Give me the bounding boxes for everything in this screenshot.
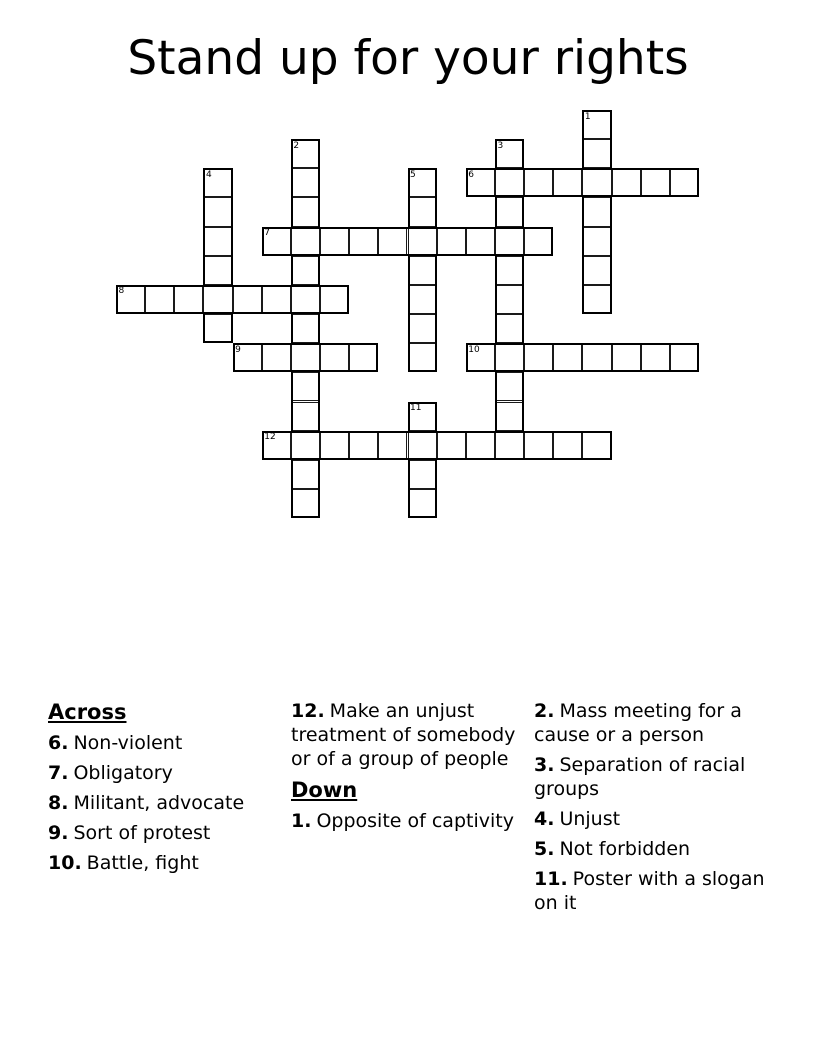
clue-number: 3. <box>534 754 555 776</box>
clue-text: Poster with a slogan on it <box>534 868 765 914</box>
grid-cell[interactable] <box>495 197 524 226</box>
puzzle-title: Stand up for your rights <box>127 31 689 86</box>
clue-text: Obligatory <box>73 762 173 784</box>
grid-cell[interactable] <box>291 197 320 226</box>
cell-number: 4 <box>205 169 212 180</box>
clue-number: 6. <box>48 732 69 754</box>
grid-cell[interactable] <box>466 168 495 197</box>
grid-cell[interactable] <box>203 197 232 226</box>
grid-cell[interactable] <box>495 139 524 168</box>
clue-across-7 <box>48 761 282 785</box>
grid-cell[interactable] <box>291 431 320 460</box>
clue-text: Unjust <box>559 808 621 830</box>
clue-text: Make an unjust treatment of somebody or of a group of people <box>291 700 516 770</box>
clue-number: 1. <box>291 810 312 832</box>
clues-column-3 <box>534 699 768 921</box>
clue-down-3 <box>534 753 768 801</box>
grid-cell[interactable] <box>262 227 291 256</box>
clue-text: Mass meeting for a cause or a person <box>534 700 742 746</box>
clue-down-2 <box>534 699 768 747</box>
clue-down-4 <box>534 807 768 831</box>
grid-cell[interactable] <box>582 227 611 256</box>
clue-number: 11. <box>534 868 568 890</box>
grid-cell[interactable] <box>495 256 524 285</box>
cell-number: 2 <box>293 140 300 151</box>
grid-cell[interactable] <box>582 343 611 372</box>
clue-number: 5. <box>534 838 555 860</box>
clue-down-1 <box>291 809 525 833</box>
grid-cell[interactable] <box>262 431 291 460</box>
cell-number: 11 <box>410 403 422 413</box>
grid-cell[interactable] <box>582 431 611 460</box>
clue-text: Militant, advocate <box>73 792 245 814</box>
grid-cell[interactable] <box>408 460 437 489</box>
grid-cell[interactable] <box>612 168 641 197</box>
grid-cell[interactable] <box>116 285 145 314</box>
cell-number: 12 <box>264 432 276 443</box>
clue-number: 12. <box>291 700 325 722</box>
clue-number: 7. <box>48 762 69 784</box>
clue-text: Opposite of captivity <box>316 810 514 832</box>
clue-number: 10. <box>48 852 82 874</box>
grid-cell[interactable] <box>320 343 349 372</box>
grid-cell[interactable] <box>291 139 320 168</box>
grid-cell[interactable] <box>203 256 232 285</box>
grid-cell[interactable] <box>291 227 320 256</box>
grid-cell[interactable] <box>553 343 582 372</box>
grid-cell[interactable] <box>349 431 378 460</box>
grid-cell[interactable] <box>582 256 611 285</box>
cell-number: 7 <box>264 228 270 239</box>
cell-number: 9 <box>235 344 241 355</box>
grid-cell[interactable] <box>291 343 320 372</box>
grid-cell[interactable] <box>641 168 670 197</box>
grid-cell[interactable] <box>408 431 437 460</box>
cell-number: 1 <box>584 111 591 122</box>
grid-cell[interactable] <box>349 227 378 256</box>
cell-number: 3 <box>497 140 504 151</box>
grid-cell[interactable] <box>233 285 262 314</box>
grid-cell[interactable] <box>145 285 174 314</box>
grid-cell[interactable] <box>670 343 699 372</box>
grid-cell[interactable] <box>495 285 524 314</box>
grid-cell[interactable] <box>582 197 611 226</box>
clue-text: Separation of racial groups <box>534 754 746 800</box>
clue-number: 4. <box>534 808 555 830</box>
grid-cell[interactable] <box>408 227 437 256</box>
cell-number: 8 <box>118 286 125 297</box>
grid-cell[interactable] <box>553 431 582 460</box>
cell-number: 6 <box>468 169 475 180</box>
grid-cell[interactable] <box>320 227 349 256</box>
clue-down-11 <box>534 867 768 915</box>
grid-cell[interactable] <box>203 285 232 314</box>
clues-column-2 <box>291 699 525 921</box>
grid-cell[interactable] <box>437 431 466 460</box>
grid-cell[interactable] <box>262 285 291 314</box>
grid-cell[interactable] <box>466 227 495 256</box>
grid-cell[interactable] <box>524 343 553 372</box>
grid-cell[interactable] <box>670 168 699 197</box>
grid-cell[interactable] <box>408 256 437 285</box>
clue-text: Non-violent <box>73 732 183 754</box>
grid-cell[interactable] <box>408 343 437 372</box>
clue-across-10 <box>48 851 282 875</box>
grid-cell[interactable] <box>495 431 524 460</box>
grid-cell[interactable] <box>291 402 320 431</box>
grid-cell[interactable] <box>495 402 524 431</box>
grid-cell[interactable] <box>408 168 437 197</box>
clue-across-8 <box>48 791 282 815</box>
clue-across-6 <box>48 731 282 755</box>
grid-cell[interactable] <box>553 168 582 197</box>
cell-number: 10 <box>468 344 480 355</box>
clue-number: 2. <box>534 700 555 722</box>
grid-cell[interactable] <box>291 489 320 518</box>
grid-cell[interactable] <box>582 168 611 197</box>
down-header: Down <box>291 778 358 802</box>
grid-cell[interactable] <box>408 402 437 431</box>
grid-cell[interactable] <box>378 431 407 460</box>
grid-cell[interactable] <box>291 256 320 285</box>
grid-cell[interactable] <box>203 168 232 197</box>
grid-cell[interactable] <box>524 168 553 197</box>
clue-text: Not forbidden <box>559 838 691 860</box>
grid-cell[interactable] <box>495 343 524 372</box>
grid-cell[interactable] <box>408 489 437 518</box>
clue-down-5 <box>534 837 768 861</box>
grid-cell[interactable] <box>320 285 349 314</box>
cell-number: 5 <box>410 169 416 180</box>
grid-cell[interactable] <box>582 110 611 139</box>
grid-cell[interactable] <box>378 227 407 256</box>
grid-cell[interactable] <box>437 227 466 256</box>
grid-cell[interactable] <box>466 431 495 460</box>
grid-cell[interactable] <box>203 314 232 343</box>
clue-across-9 <box>48 821 282 845</box>
grid-cell[interactable] <box>408 197 437 226</box>
clues-section <box>48 699 770 921</box>
clue-across-12 <box>291 699 525 771</box>
grid-cell[interactable] <box>174 285 203 314</box>
grid-cell[interactable] <box>291 168 320 197</box>
grid-cell[interactable] <box>524 431 553 460</box>
grid-cell[interactable] <box>320 431 349 460</box>
clue-number: 9. <box>48 822 69 844</box>
grid-cell[interactable] <box>495 314 524 343</box>
grid-cell[interactable] <box>408 285 437 314</box>
clue-text: Battle, fight <box>86 852 199 874</box>
clues-column-1 <box>48 699 282 921</box>
grid-cell[interactable] <box>612 343 641 372</box>
grid-cell[interactable] <box>641 343 670 372</box>
grid-cell[interactable] <box>408 314 437 343</box>
grid-cell[interactable] <box>466 343 495 372</box>
grid-cell[interactable] <box>291 372 320 401</box>
grid-cell[interactable] <box>582 139 611 168</box>
clue-text: Sort of protest <box>73 822 211 844</box>
grid-cell[interactable] <box>524 227 553 256</box>
grid-cell[interactable] <box>233 343 262 372</box>
grid-cell[interactable] <box>495 168 524 197</box>
grid-cell[interactable] <box>291 285 320 314</box>
grid-cell[interactable] <box>582 285 611 314</box>
grid-cell[interactable] <box>291 314 320 343</box>
grid-cell[interactable] <box>291 460 320 489</box>
clue-number: 8. <box>48 792 69 814</box>
grid-cell[interactable] <box>203 227 232 256</box>
grid-cell[interactable] <box>262 343 291 372</box>
grid-cell[interactable] <box>495 372 524 401</box>
grid-cell[interactable] <box>495 227 524 256</box>
across-header: Across <box>48 700 127 724</box>
grid-cell[interactable] <box>349 343 378 372</box>
